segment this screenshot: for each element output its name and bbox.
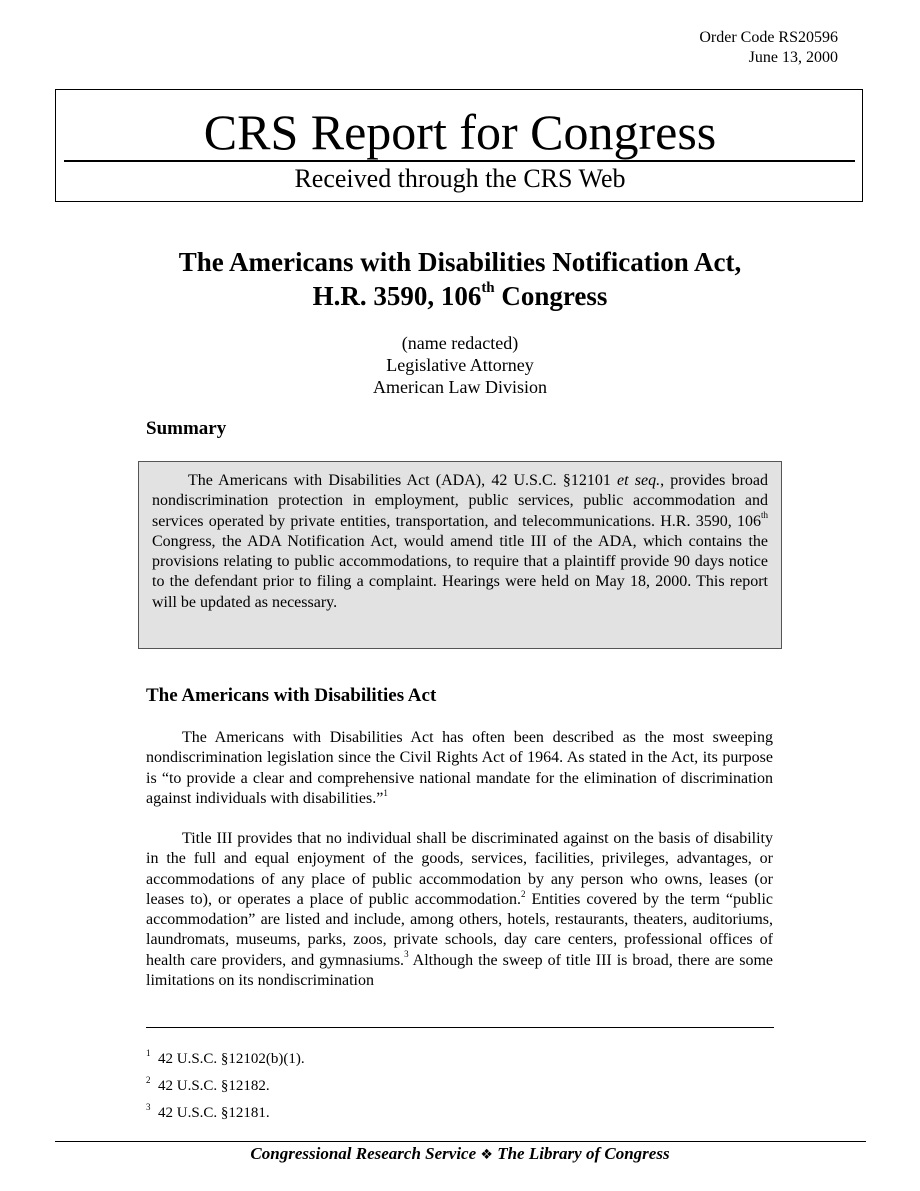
author-block <box>0 332 920 398</box>
footer-rule <box>55 1141 866 1142</box>
body-paragraph-2: Title III provides that no individual shall be discriminated against on the basis of disability in the full and equal enjoyment of the goods, services, facilities, privileges, advantages, or accommodations of any place of public accommodation by any person who owns, leases (or leases to), or operates a place of public accommodation.$^2$ Entities covered by the term “public accommodation” are listed and include, among others, hotels, restaurants, theaters, auditoriums, laundromats, museums, parks, zoos, private schools, day care centers, professional offices of health care providers, and gymnasiums.$^3$ Although the sweep of title III is broad, there are some limitations on its nondiscrimination <box>146 830 773 990</box>
order-date: June 13, 2000 <box>748 49 838 66</box>
body-paragraph-1: The Americans with Disabilities Act has often been described as the most sweeping nondiscrimination legislation since the Civil Rights Act of 1964. As stated in the Act, its purpose is “to provide a clear and comprehensive national mandate for the elimination of discrimination against individuals with disabilities.”$^1$ <box>146 729 773 807</box>
report-header-subtitle: Received through the CRS Web <box>294 164 626 193</box>
document-title-line2: H.R. 3590, 106th Congress <box>312 280 608 311</box>
order-code: Order Code RS20596 <box>699 29 838 46</box>
section-heading: The Americans with Disabilities Act <box>146 685 437 706</box>
order-code-block <box>699 28 838 68</box>
summary-box <box>138 461 782 649</box>
fleuron-icon: ❖ <box>480 1147 493 1163</box>
footnote-ref-3: 3 <box>404 949 409 960</box>
page-footer <box>0 1143 920 1166</box>
author-role: Legislative Attorney <box>386 355 534 375</box>
footnote-ref-1: 1 <box>383 787 388 798</box>
document-title <box>0 245 920 313</box>
footnote-3: $^3$ 42 U.S.C. §12181. <box>146 1102 270 1121</box>
author-name: (name redacted) <box>401 333 519 353</box>
summary-text: The Americans with Disabilities Act (ADA), 42 U.S.C. §12101 et seq., provides broad nondiscrimination protection in employment, public services, public accommodation and services operated by private entities, transportation, and telecommunications. H.R. 3590, 106th Congress, the ADA Notification Act, would amend title III of the ADA, which contains the provisions relating to public accommodations, to require that a plaintiff provide 90 days notice to the defendant prior to filing a complaint. Hearings were held on May 18, 2000. This report will be updated as necessary. <box>152 472 769 611</box>
summary-heading: Summary <box>146 418 227 439</box>
author-division: American Law Division <box>373 377 547 397</box>
footnote-2: $^2$ 42 U.S.C. §12182. <box>146 1075 270 1094</box>
document-title-line1: The Americans with Disabilities Notification Act, <box>178 247 742 277</box>
footer-left: Congressional Research Service <box>250 1144 477 1163</box>
footnote-rule <box>146 1027 774 1028</box>
footer-right: The Library of Congress <box>497 1144 670 1163</box>
report-header-title: CRS Report for Congress <box>203 104 717 160</box>
footnote-ref-2: 2 <box>521 888 526 899</box>
header-rule <box>64 160 855 162</box>
footnote-1: $^1$ 42 U.S.C. §12102(b)(1). <box>146 1048 305 1067</box>
